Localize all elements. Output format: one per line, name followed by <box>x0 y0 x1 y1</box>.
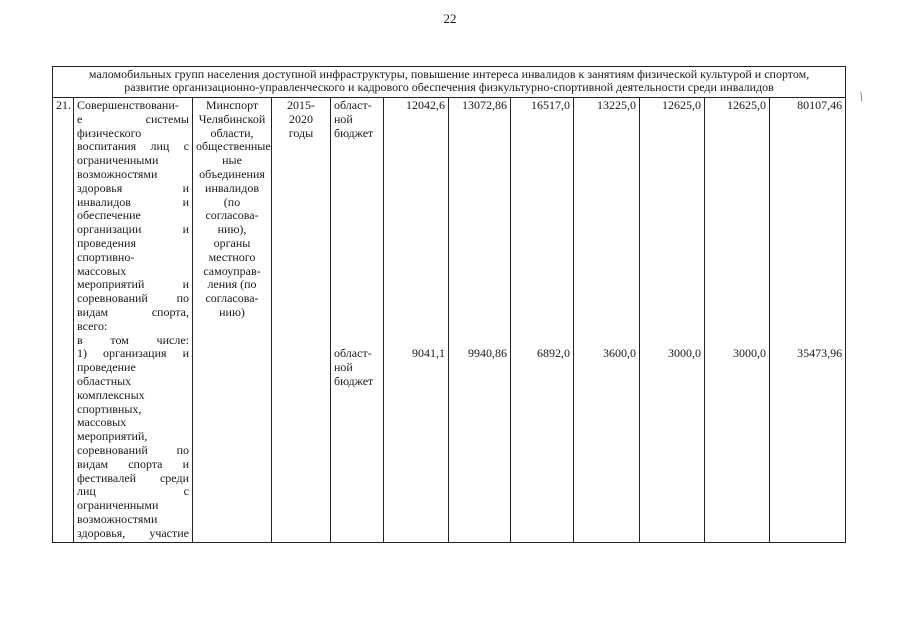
measure-line: здоровья и <box>77 180 189 195</box>
measure-line: в том числе: <box>77 332 189 347</box>
source-line: област- <box>334 98 372 112</box>
measure-line: всего: <box>77 318 108 333</box>
measure-line: комплексных <box>77 387 145 402</box>
total-value: 13225,0 <box>597 98 636 112</box>
executor-line: ления (по <box>207 277 257 292</box>
executor-line: самоуправ- <box>203 263 261 278</box>
period-line: годы <box>288 125 314 140</box>
total-value: 16517,0 <box>531 98 570 112</box>
executor-line: ные <box>222 153 242 168</box>
sub1-value: 6892,0 <box>537 345 570 360</box>
period-line: 2020 <box>289 111 313 126</box>
executor-line: нию), <box>217 222 247 237</box>
program-table <box>52 66 846 543</box>
executor-line: согласова- <box>205 291 259 306</box>
executor-line: общественные <box>196 139 271 154</box>
executor-line: объединения <box>199 166 265 181</box>
measure-line: Совершенствовани- <box>77 98 179 112</box>
value-2015 <box>384 98 449 543</box>
executor-line: (по <box>223 194 241 209</box>
value-spacer <box>577 113 636 347</box>
measure-line: воспитания лиц с <box>77 139 189 154</box>
value-spacer <box>773 113 842 347</box>
section-header <box>53 67 846 98</box>
measure-line: массовых <box>77 415 127 430</box>
executor-line: местного <box>208 249 256 264</box>
measure-line: организации и <box>77 222 189 237</box>
measure-line: ограниченными <box>77 153 159 168</box>
section-header-line: развитие организационно-управленческого и кадрового обеспечения физкультурно-спортивной деятельности среди инвалидов <box>124 80 774 94</box>
measure-line: соревнований по <box>77 442 189 457</box>
executor-line: Минспорт <box>205 98 259 112</box>
total-value: 12625,0 <box>727 98 766 112</box>
measure-line: спортивных, <box>77 401 142 416</box>
sub1-value: 3000,0 <box>668 345 701 360</box>
measure-line: лиц с <box>77 484 189 499</box>
executor-line: Челябинской <box>198 111 266 126</box>
executor-line: инвалидов <box>205 180 259 195</box>
source-line: ной <box>334 360 353 375</box>
source-line: бюджет <box>334 125 374 140</box>
executor-cell <box>193 98 272 543</box>
measure-line: областных <box>77 373 132 388</box>
source-cell <box>331 98 384 543</box>
measure-line: проведения <box>77 235 136 250</box>
sub1-value: 3600,0 <box>603 345 636 360</box>
row-number: 21. <box>53 98 74 543</box>
period-line: 2015- <box>287 98 315 112</box>
measure-line: мероприятий, <box>77 429 148 444</box>
measure-line: инвалидов и <box>77 194 189 209</box>
measure-line: ограниченными <box>77 498 159 513</box>
measure-line: видам спорта и <box>77 456 189 471</box>
executor-line: согласова- <box>205 208 259 223</box>
value-total <box>770 98 846 543</box>
total-value: 12042,6 <box>406 98 445 112</box>
total-value: 80107,46 <box>797 98 843 112</box>
measure-line: физического <box>77 125 142 140</box>
value-2020 <box>705 98 770 543</box>
measure-line: обеспечение <box>77 208 141 223</box>
source-line: бюджет <box>334 373 374 388</box>
value-2017 <box>511 98 574 543</box>
measure-line: возможностями <box>77 166 158 181</box>
value-spacer <box>514 113 570 347</box>
executor-line: органы <box>213 235 251 250</box>
total-value: 13072,86 <box>462 98 507 112</box>
value-spacer <box>708 113 766 347</box>
value-spacer <box>643 113 701 347</box>
sub1-value: 9940,86 <box>468 345 507 360</box>
measure-line: проведение <box>77 360 136 375</box>
total-value: 12625,0 <box>662 98 701 112</box>
sub1-value: 9041,1 <box>412 345 445 360</box>
value-2019 <box>640 98 705 543</box>
page-number: 22 <box>443 11 457 26</box>
source-spacer <box>334 140 380 347</box>
measure-line: здоровья, участие <box>77 525 189 540</box>
source-line: ной <box>334 111 353 126</box>
measure-line: видам спорта, <box>77 304 189 319</box>
section-header-line: маломобильных групп населения доступной инфраструктуры, повышение интереса инвалидов к занятиям физической культурой и спортом, <box>88 67 810 81</box>
measure-cell <box>74 98 193 543</box>
measure-line: 1) организация и <box>77 346 189 361</box>
value-2018 <box>574 98 640 543</box>
source-line: област- <box>334 346 372 361</box>
executor-line: области, <box>210 125 254 140</box>
table-row <box>53 98 846 543</box>
measure-line: соревнований по <box>77 291 189 306</box>
section-header-row <box>53 67 846 98</box>
measure-line: возможностями <box>77 511 158 526</box>
value-spacer <box>452 113 507 347</box>
sub1-value: 3000,0 <box>733 345 766 360</box>
value-2016 <box>449 98 511 543</box>
measure-line: е системы <box>77 111 189 126</box>
period-cell <box>272 98 331 543</box>
measure-line: спортивно- <box>77 249 135 264</box>
measure-line: массовых <box>77 263 127 278</box>
measure-line: мероприятий и <box>77 277 189 292</box>
executor-line: нию) <box>219 304 245 319</box>
measure-line: фестивалей среди <box>77 470 189 485</box>
sub1-value: 35473,96 <box>797 345 843 360</box>
value-spacer <box>387 113 445 347</box>
handwritten-tick-icon: / <box>856 89 867 106</box>
